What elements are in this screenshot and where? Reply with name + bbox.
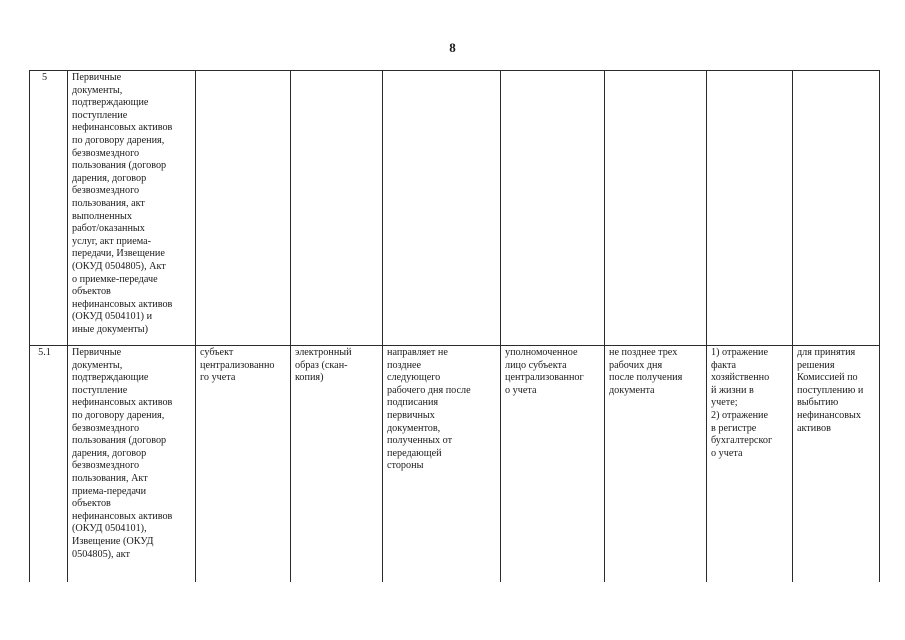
- format-cell: [291, 71, 383, 346]
- deadline-cell: не позднее трех рабочих дня после получения документа: [605, 346, 707, 583]
- action-cell: направляет не позднее следующего рабочего дня после подписания первичных документов, полученных от передающей стороны: [383, 346, 501, 583]
- purpose-cell: [707, 71, 793, 346]
- document-table-container: [29, 70, 879, 590]
- deadline-cell: [605, 71, 707, 346]
- format-cell: электронный образ (скан- копия): [291, 346, 383, 583]
- page-number: 8: [449, 40, 456, 55]
- table-row: [30, 346, 880, 583]
- document-flow-table: [29, 70, 880, 582]
- basis-cell: для принятия решения Комиссией по поступлению и выбытию нефинансовых активов: [793, 346, 880, 583]
- row-number: 5: [30, 71, 68, 346]
- action-cell: [383, 71, 501, 346]
- row-number: 5.1: [30, 346, 68, 583]
- basis-cell: [793, 71, 880, 346]
- document-name-cell: Первичные документы, подтверждающие поступление нефинансовых активов по договору дарения, безвозмездного пользования (договор дарения, договор безвозмездного пользования, акт выполненных работ/оказанных услуг, акт приема- передачи, Извещение (ОКУД 0504805), Акт о приемке-передаче объектов нефинансовых активов (ОКУД 0504101) и иные документы): [68, 71, 196, 346]
- receiver-cell: [501, 71, 605, 346]
- sender-cell: субъект централизованно го учета: [196, 346, 291, 583]
- sender-cell: [196, 71, 291, 346]
- receiver-cell: уполномоченное лицо субъекта централизованног о учета: [501, 346, 605, 583]
- document-name-cell: Первичные документы, подтверждающие поступление нефинансовых активов по договору дарения, безвозмездного пользования (договор дарения, договор безвозмездного пользования, Акт приема-передачи объектов нефинансовых активов (ОКУД 0504101), Извещение (ОКУД 0504805), акт: [68, 346, 196, 583]
- table-row: [30, 71, 880, 346]
- purpose-cell: 1) отражение факта хозяйственно й жизни в учете; 2) отражение в регистре бухгалтерског о учета: [707, 346, 793, 583]
